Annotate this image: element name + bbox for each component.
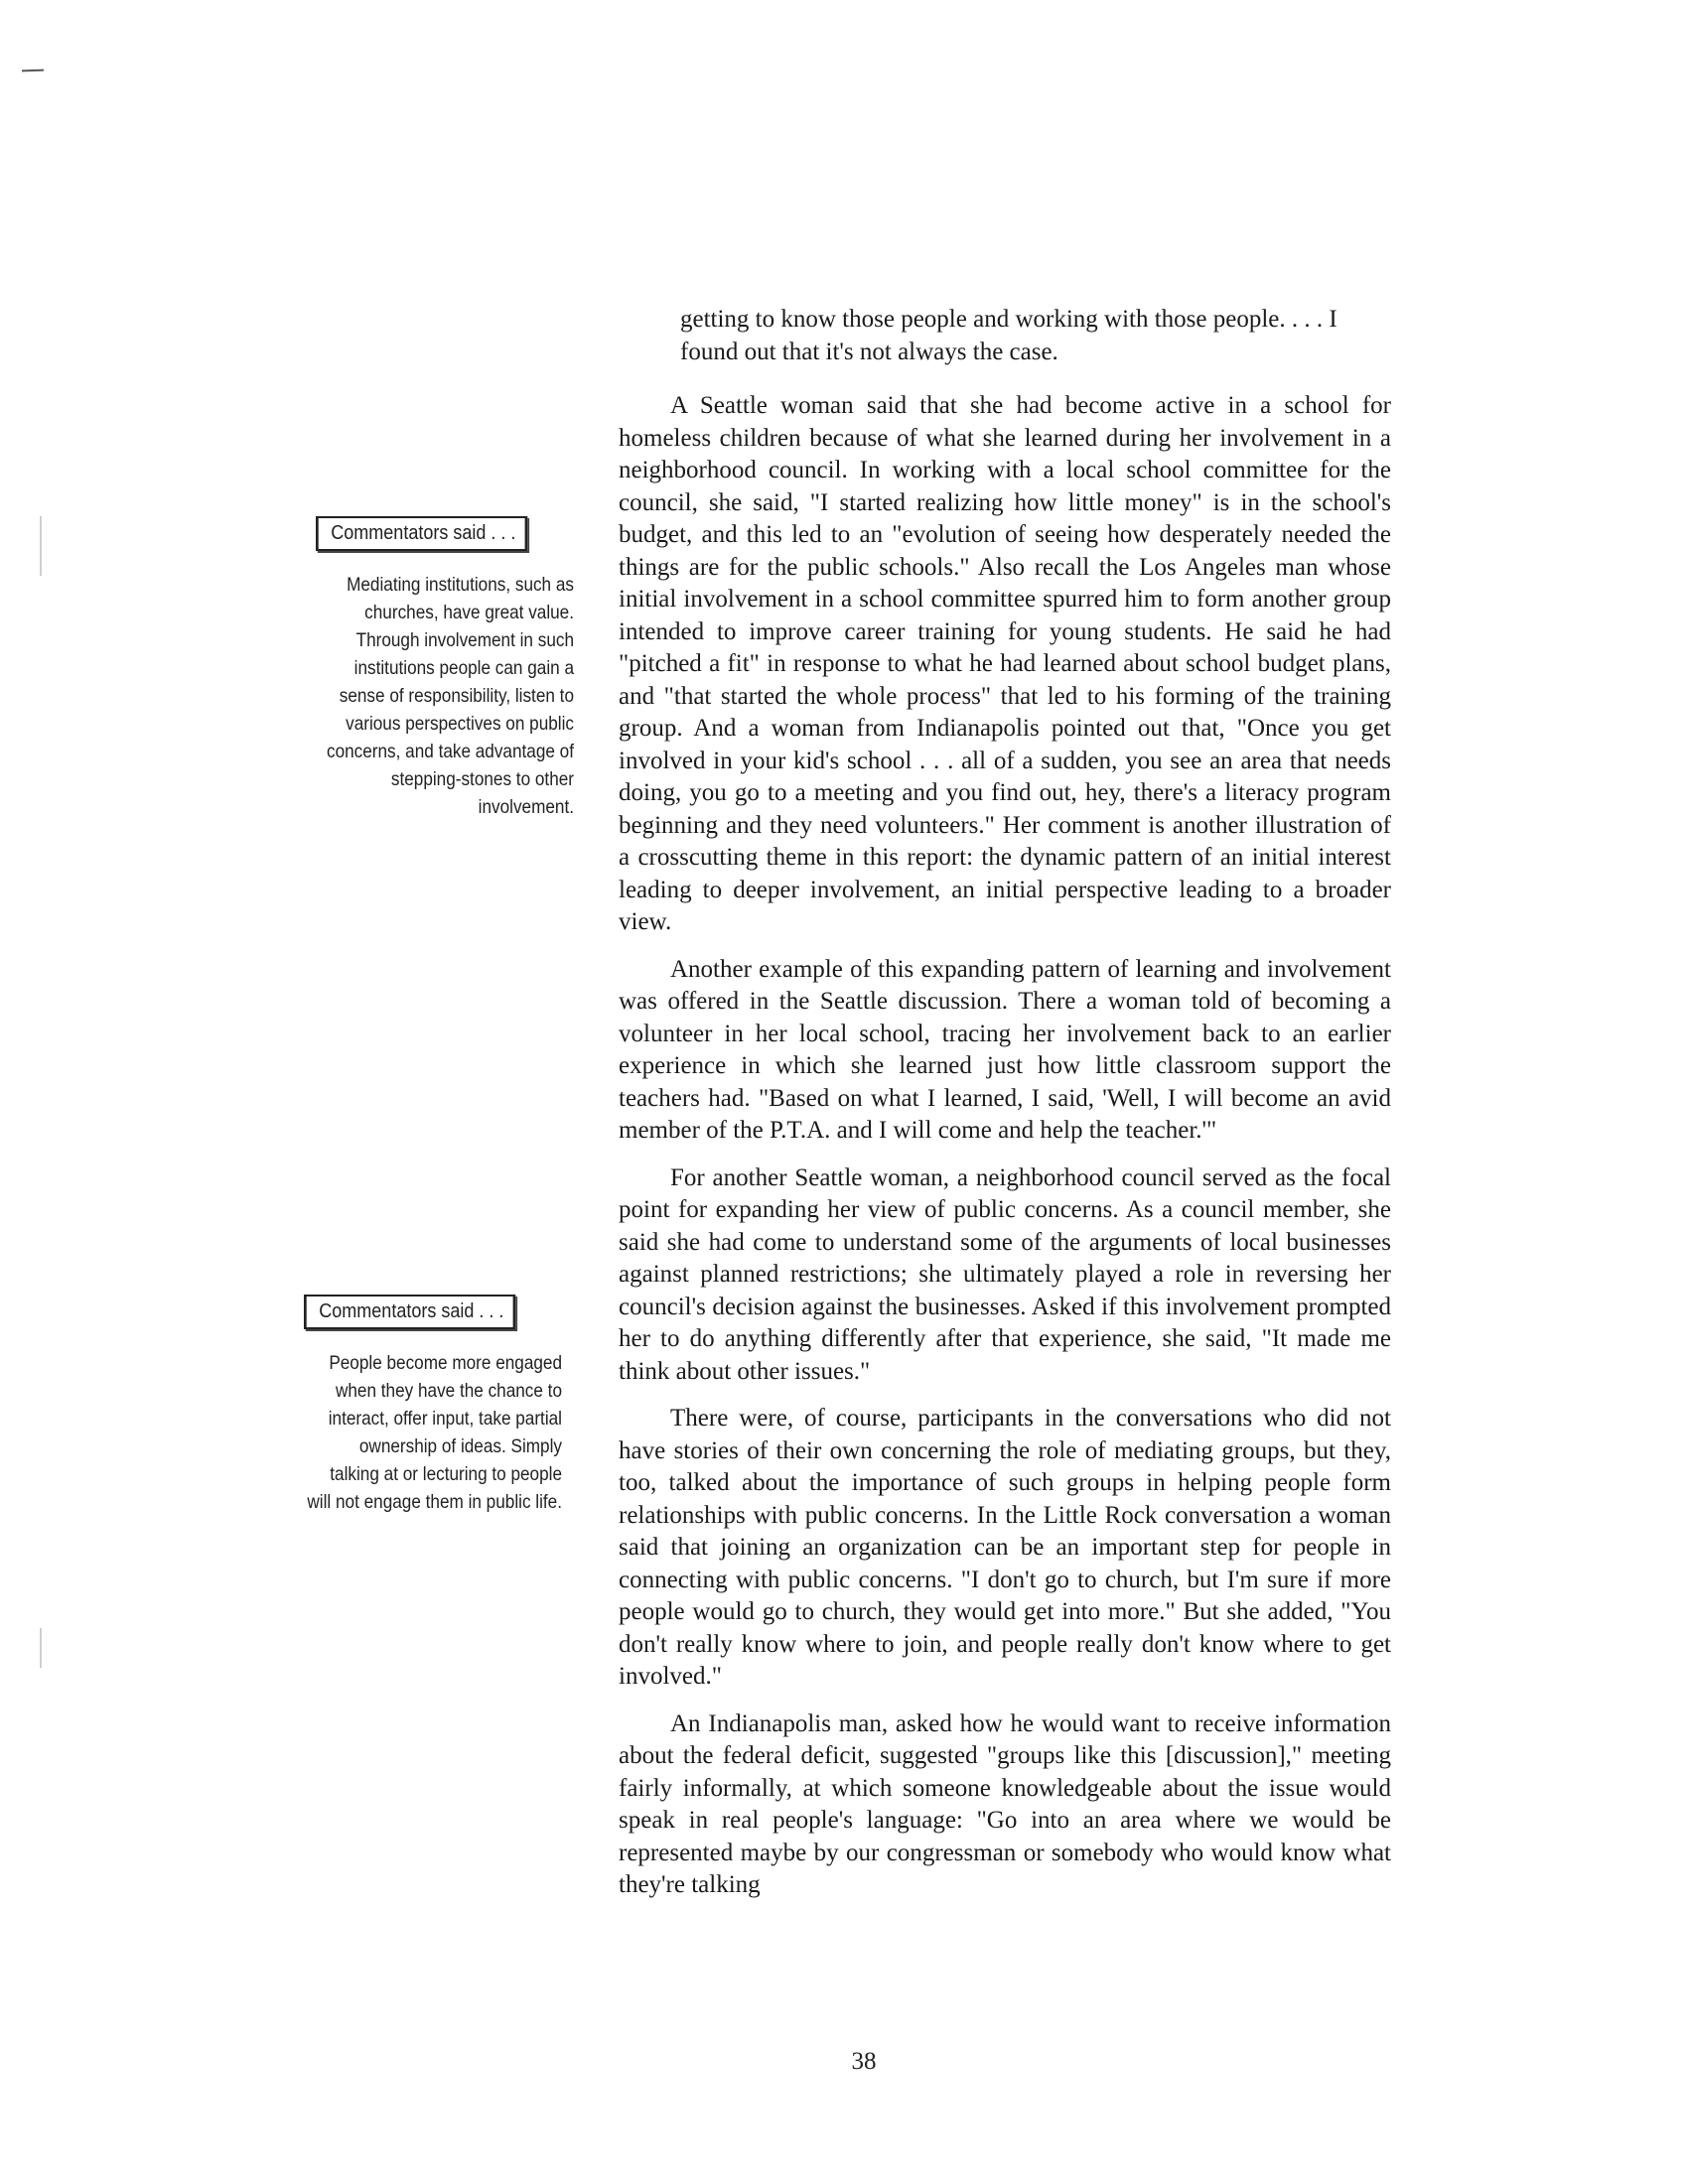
callout-text: People become more engaged when they have the chance to interact, offer input, take partial ownership of ideas. Simply talking at or lecturing to people will not engage them in public life. bbox=[307, 1352, 562, 1513]
paragraph: getting to know those people and working with those people. . . . I found out that it's not always the case. bbox=[680, 306, 1337, 365]
main-text bbox=[619, 304, 1391, 1917]
page-number: 38 bbox=[851, 2048, 877, 2075]
scan-mark bbox=[22, 69, 44, 72]
callout-title: Commentators said . . . bbox=[304, 1295, 515, 1329]
callout-2 bbox=[304, 1295, 562, 1516]
paragraph: A Seattle woman said that she had become active in a school for homeless children because of what she learned during her involvement in a neighborhood council. In working with a local school committee for the council, she said, "I started realizing how little money" is in the school's budget, and this led to an "evolution of seeing how desperately needed the things are for the public schools." Also recall the Los Angeles man whose initial involvement in a school committee spurred him to form another group intended to improve career training for young students. He said he had "pitched a fit" in response to what he had learned about school budget plans, and "that started the whole process" that led to his forming of the training group. And a woman from Indianapolis pointed out that, "Once you get involved in your kid's school . . . all of a sudden, you see an area that needs doing, you go to a meeting and you find out, hey, there's a literacy program beginning and they need volunteers." Her comment is another illustration of a crosscutting theme in this report: the dynamic pattern of an initial interest leading to deeper involvement, an initial perspective leading to a broader view. bbox=[619, 392, 1391, 935]
callout-text: Mediating institutions, such as churches, have great value. Through involvement in such institutions people can gain a sense of responsibility, listen to various perspectives on public concerns, and take advantage of stepping-stones to other involvement. bbox=[327, 574, 574, 818]
paragraph: Another example of this expanding pattern of learning and involvement was offered in the Seattle discussion. There a woman told of becoming a volunteer in her local school, tracing her involvement back to an earlier experience in which she learned just how little classroom support the teachers had. "Based on what I learned, I said, 'Well, I will become an avid member of the P.T.A. and I will come and help the teacher.'" bbox=[619, 955, 1391, 1144]
paragraph: For another Seattle woman, a neighborhood council served as the focal point for expanding her view of public concerns. As a council member, she said she had come to understand some of the arguments of local businesses against planned restrictions; she ultimately played a role in reversing her council's decision against the businesses. Asked if this involvement prompted her to do anything differently after that experience, she said, "It made me think about other issues." bbox=[619, 1163, 1391, 1385]
callout-title: Commentators said . . . bbox=[316, 516, 527, 551]
callout-1 bbox=[316, 516, 574, 821]
paragraph: There were, of course, participants in the conversations who did not have stories of their own concerning the role of mediating groups, but they, too, talked about the importance of such groups in helping people form relationships with public concerns. In the Little Rock conversation a woman said that joining an organization can be an important step for people in connecting with public concerns. "I don't go to church, but I'm sure if more people would go to church, they would get into more." But she added, "You don't really know where to join, and people really don't know where to get involved." bbox=[619, 1405, 1391, 1690]
scan-edge-mark bbox=[40, 516, 42, 576]
scan-edge-mark bbox=[40, 1628, 42, 1668]
paragraph: An Indianapolis man, asked how he would want to receive information about the federal deficit, suggested "groups like this [discussion]," meeting fairly informally, at which someone knowledgeable about the issue would speak in real people's language: "Go into an area where we would be represented maybe by our congressman or somebody who would know what they're talking bbox=[619, 1709, 1391, 1898]
